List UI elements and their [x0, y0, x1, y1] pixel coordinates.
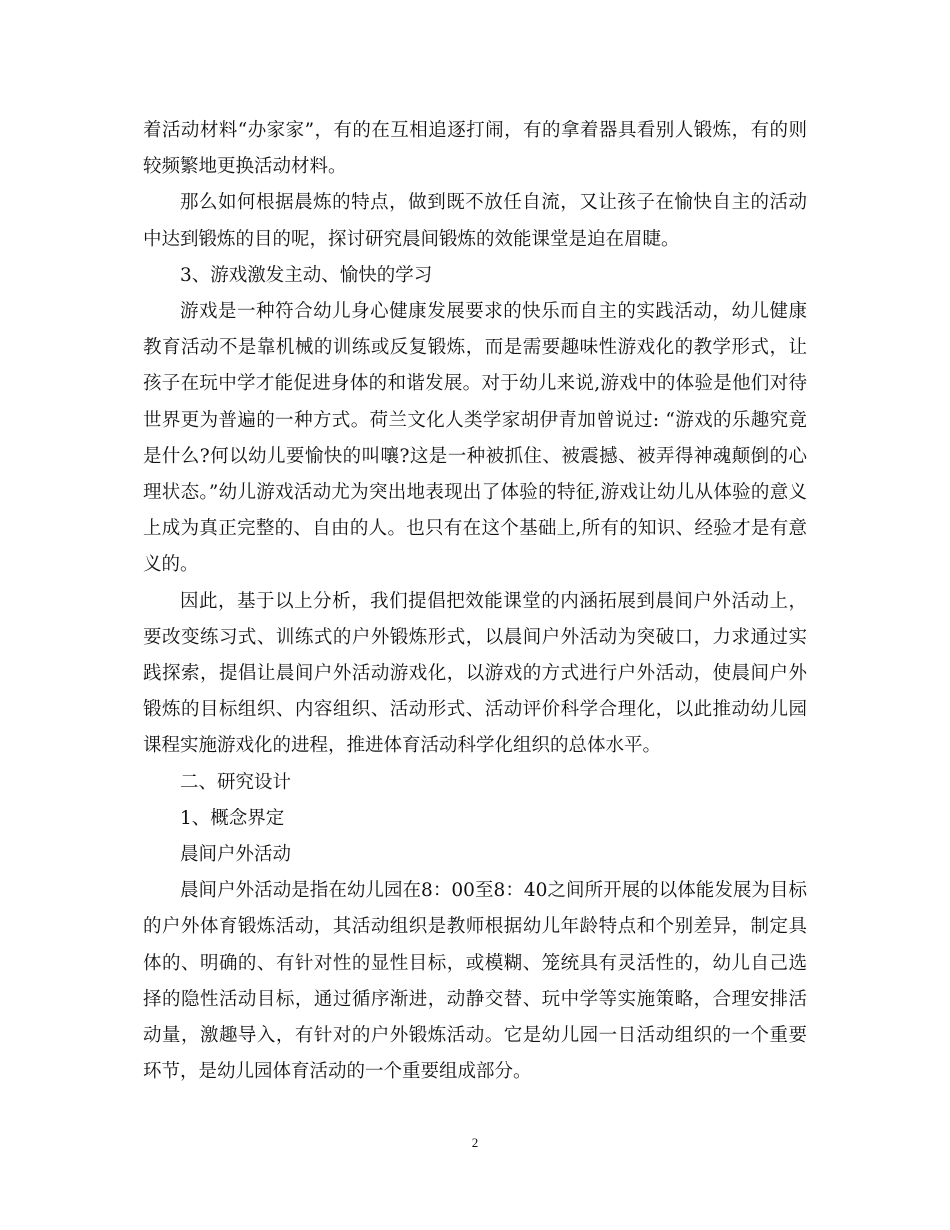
paragraph-1: 着活动材料“办家家”，有的在互相追逐打闹，有的拿着器具看别人锻炼，有的则较频繁地更换活动材料。 — [143, 120, 807, 178]
subheading-concept-definition: 1、概念界定 — [180, 807, 285, 829]
section-heading-research-design: 二、研究设计 — [180, 771, 292, 793]
page-number: 2 — [471, 1135, 479, 1150]
body-text — [143, 113, 807, 1090]
paragraph-4: 游戏是一种符合幼儿身心健康发展要求的快乐而自主的实践活动，幼儿健康教育活动不是靠机械的训练或反复锻炼，而是需要趣味性游戏化的教学形式，让孩子在玩中学才能促进身体的和谐发展。对于幼儿来说,游戏中的体验是他们对待世界更为普遍的一种方式。荷兰文化人类学家胡伊青加曾说过: “游戏的乐趣究竟是什么?何以幼儿要愉快的叫嚷?这是一种被抓住、被震撼、被弄得神魂颠倒的心理状态。”幼儿游戏活动尤为突出地表现出了体验的特征,游戏让幼儿从体验的意义上成为真正完整的、自由的人。也只有在这个基础上,所有的知识、经验才是有意义的。 — [143, 301, 807, 576]
paragraph-2: 那么如何根据晨炼的特点，做到既不放任自流，又让孩子在愉快自主的活动中达到锻炼的目的呢，探讨研究晨间锻炼的效能课堂是迫在眉睫。 — [143, 192, 807, 250]
section-heading-3: 3、游戏激发主动、愉快的学习 — [180, 264, 433, 286]
term-heading: 晨间户外活动 — [180, 844, 292, 866]
paragraph-5: 因此，基于以上分析，我们提倡把效能课堂的内涵拓展到晨间户外活动上，要改变练习式、训练式的户外锻炼形式，以晨间户外活动为突破口，力求通过实践探索，提倡让晨间户外活动游戏化，以游戏的方式进行户外活动，使晨间户外锻炼的目标组织、内容组织、活动形式、活动评价科学合理化，以此推动幼儿园课程实施游戏化的进程，推进体育活动科学化组织的总体水平。 — [143, 590, 807, 757]
paragraph-definition: 晨间户外活动是指在幼儿园在8：00至8：40之间所开展的以体能发展为目标的户外体育锻炼活动，其活动组织是教师根据幼儿年龄特点和个别差异，制定具体的、明确的、有针对性的显性目标，或模糊、笼统具有灵活性的，幼儿自己选择的隐性活动目标，通过循序渐进，动静交替、玩中学等实施策略，合理安排活动量，激趣导入，有针对的户外锻炼活动。它是幼儿园一日活动组织的一个重要环节，是幼儿园体育活动的一个重要组成部分。 — [143, 880, 807, 1083]
